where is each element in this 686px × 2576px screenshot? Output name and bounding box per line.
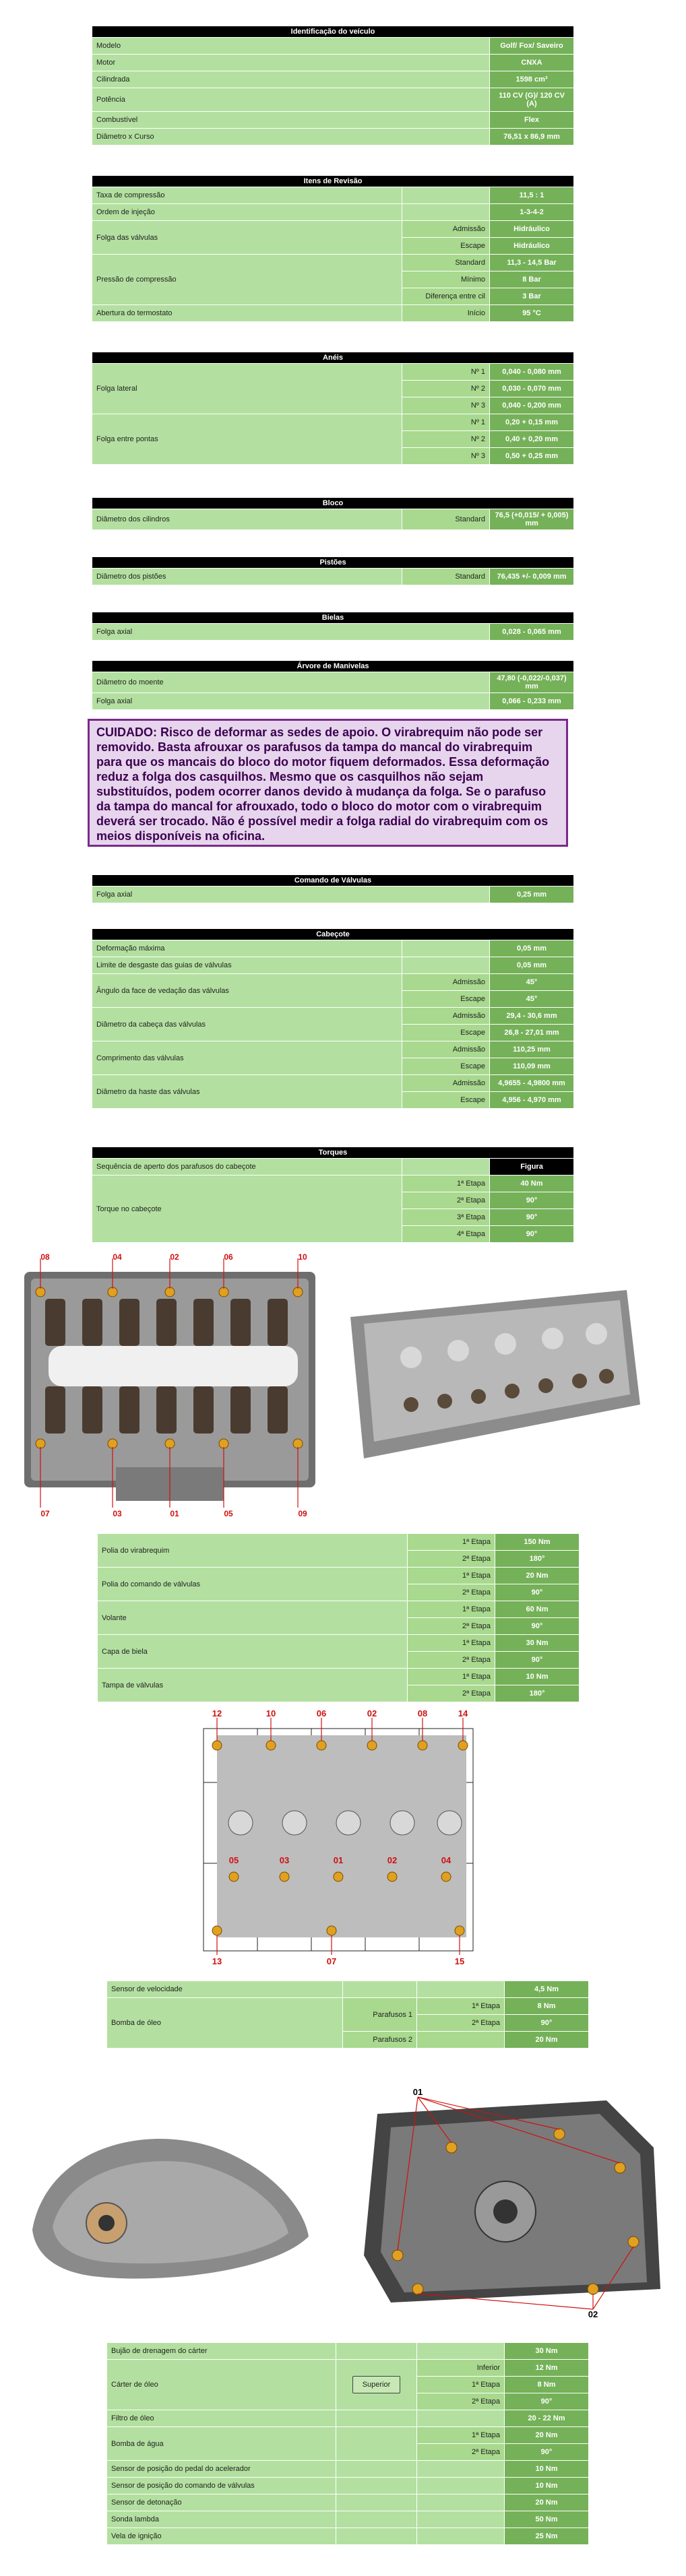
bolt-label: 06 — [224, 1252, 233, 1262]
bolt-label: 01 — [412, 2087, 423, 2097]
cabecote-table — [92, 928, 574, 1109]
row-label: Combustível — [92, 112, 490, 129]
row-sub: Nº 3 — [402, 397, 490, 414]
row-value: 76,5 (+0,015/ + 0,005) mm — [490, 509, 574, 530]
bolt-label: 15 — [454, 1956, 465, 1966]
row-value: Hidráulico — [490, 221, 574, 238]
row-value: 30 Nm — [495, 1635, 580, 1652]
row-sub: 1ª Etapa — [408, 1669, 495, 1685]
row-value: 10 Nm — [505, 2478, 589, 2494]
row-label: Cilindrada — [92, 71, 490, 88]
row-sub: Início — [402, 305, 490, 322]
row-value: 90° — [490, 1209, 574, 1226]
row-label: Pressão de compressão — [92, 255, 402, 305]
bolt-label: 02 — [367, 1708, 377, 1718]
row-sub: Escape — [402, 1058, 490, 1075]
bolt-label: 13 — [212, 1956, 222, 1966]
superior-button[interactable]: Superior — [352, 2376, 401, 2393]
row-value: 0,05 mm — [490, 957, 574, 974]
row-value: 8 Nm — [505, 2377, 589, 2393]
row-value: 0,50 + 0,25 mm — [490, 448, 574, 465]
section-title: Bielas — [92, 612, 574, 624]
row-label: Sonda lambda — [107, 2511, 336, 2528]
row-value: 0,05 mm — [490, 940, 574, 957]
row-label: Tampa de válvulas — [98, 1669, 408, 1702]
warning-text: Risco de deformar as sedes de apoio. O virabrequim não pode ser removido. Basta afrouxar os parafusos da tampa do mancal do virabrequim para que os mancais do bloco do motor fiquem deformados. Essa deformação reduz a folga dos casquilhos. Mesmo que os casquilhos não sejam substituídos, podem ocorrer danos devido à mudança da folga. Se o parafuso da tampa do mancal for afrouxado, todo o bloco do motor com o virabrequim deverá ser trocado. Não é possível medir a folga radial do virabrequim com os meios disponíveis na oficina. — [96, 726, 550, 843]
row-label: Diâmetro dos cilindros — [92, 509, 402, 530]
row-sub: 2ª Etapa — [417, 2444, 505, 2461]
row-label: Folga axial — [92, 887, 490, 903]
row-value: 90° — [490, 1192, 574, 1209]
row-value: 90° — [495, 1652, 580, 1669]
warning-box — [88, 719, 568, 847]
bielas-table — [92, 612, 574, 641]
row-value: 76,435 +/- 0,009 mm — [490, 569, 574, 585]
bolt-label: 14 — [458, 1708, 468, 1718]
row-value: 4,5 Nm — [505, 1981, 589, 1998]
row-value: 150 Nm — [495, 1534, 580, 1551]
row-sub: Inferior — [417, 2360, 505, 2377]
row-value: 11,5 : 1 — [490, 187, 574, 204]
row-label: Bomba de água — [107, 2427, 336, 2461]
row-sub: 1ª Etapa — [417, 1998, 505, 2015]
row-sub: Escape — [402, 238, 490, 255]
bolt-label: 07 — [326, 1956, 337, 1966]
row-sub: Nº 1 — [402, 364, 490, 381]
row-label: Capa de biela — [98, 1635, 408, 1669]
row-label: Folga lateral — [92, 364, 402, 414]
bolt-label: 12 — [212, 1708, 222, 1718]
row-label: Taxa de compressão — [92, 187, 402, 204]
row-sub: 4ª Etapa — [402, 1226, 490, 1243]
row-sub: Admissão — [402, 1041, 490, 1058]
row-label: Polia do virabrequim — [98, 1534, 408, 1568]
row-value: 90° — [495, 1584, 580, 1601]
row-value: Hidráulico — [490, 238, 574, 255]
row-label: Folga axial — [92, 624, 490, 641]
torques3-table — [106, 1981, 589, 2049]
bolt-label: 06 — [316, 1708, 327, 1718]
row-sub: 1ª Etapa — [408, 1568, 495, 1584]
section-title: Árvore de Manivelas — [92, 661, 574, 672]
bolt-label: 02 — [387, 1855, 398, 1865]
warning-prefix: CUIDADO: — [96, 726, 157, 739]
row-sub: Parafusos 2 — [343, 2032, 417, 2049]
row-label: Diâmetro do moente — [92, 672, 490, 693]
row-value: 90° — [495, 1618, 580, 1635]
row-label: Diâmetro da cabeça das válvulas — [92, 1008, 402, 1041]
arvore-table — [92, 660, 574, 710]
bolt-label: 08 — [417, 1708, 428, 1718]
row-label: Polia do comando de válvulas — [98, 1568, 408, 1601]
row-value: Golf/ Fox/ Saveiro — [490, 38, 574, 55]
bolt-label: 08 — [40, 1252, 50, 1262]
torques-table — [92, 1147, 574, 1243]
row-sub: 1ª Etapa — [408, 1601, 495, 1618]
bolt-label: 02 — [170, 1252, 179, 1262]
row-value: 3 Bar — [490, 288, 574, 305]
row-value: 110,25 mm — [490, 1041, 574, 1058]
row-sub: Nº 2 — [402, 381, 490, 397]
section-title: Comando de Válvulas — [92, 875, 574, 887]
row-label: Ordem de injeção — [92, 204, 402, 221]
bolt-label: 03 — [113, 1509, 122, 1518]
row-value: 0,066 - 0,233 mm — [490, 693, 574, 710]
row-sub: Parafusos 1 — [343, 1998, 417, 2032]
row-sub: 1ª Etapa — [417, 2377, 505, 2393]
bolt-label: 07 — [40, 1509, 50, 1518]
row-label: Bomba de óleo — [107, 1998, 343, 2049]
row-value: 40 Nm — [490, 1176, 574, 1192]
row-value: 0,40 + 0,20 mm — [490, 431, 574, 448]
row-label: Sequência de aperto dos parafusos do cabeçote — [92, 1159, 402, 1176]
row-sub: Mínimo — [402, 271, 490, 288]
row-value: 20 Nm — [505, 2032, 589, 2049]
bolt-label: 10 — [266, 1708, 276, 1718]
row-sub: 2ª Etapa — [408, 1618, 495, 1635]
row-sub: 2ª Etapa — [408, 1551, 495, 1568]
row-sub: Standard — [402, 255, 490, 271]
row-value: 0,030 - 0,070 mm — [490, 381, 574, 397]
section-title: Anéis — [92, 352, 574, 364]
comando-table — [92, 874, 574, 903]
row-label: Diâmetro da haste das válvulas — [92, 1075, 402, 1109]
row-label: Folga axial — [92, 693, 490, 710]
row-label: Torque no cabeçote — [92, 1176, 402, 1243]
bolt-label: 04 — [441, 1855, 451, 1865]
torques4-table — [106, 2342, 589, 2545]
bolt-label: 03 — [279, 1855, 290, 1865]
row-sub: 2ª Etapa — [408, 1685, 495, 1702]
row-value: 50 Nm — [505, 2511, 589, 2528]
row-label: Potência — [92, 88, 490, 112]
row-value: CNXA — [490, 55, 574, 71]
row-sub: Standard — [402, 569, 490, 585]
bolt-label: 10 — [298, 1252, 307, 1262]
row-value: 180° — [495, 1551, 580, 1568]
row-sub: Admissão — [402, 1075, 490, 1092]
row-sub: Escape — [402, 1092, 490, 1109]
row-value: 180° — [495, 1685, 580, 1702]
bolt-label: 02 — [588, 2309, 598, 2319]
row-value: 10 Nm — [505, 2461, 589, 2478]
row-label: Abertura do termostato — [92, 305, 402, 322]
row-label: Vela de ignição — [107, 2528, 336, 2545]
cylinder-head-diagram — [15, 1252, 326, 1520]
row-value: 76,51 x 86,9 mm — [490, 129, 574, 146]
row-label: Folga das válvulas — [92, 221, 402, 255]
row-sub: Admissão — [402, 221, 490, 238]
row-label: Cárter de óleo — [107, 2360, 336, 2410]
row-value: 20 Nm — [505, 2427, 589, 2444]
row-sub: 2ª Etapa — [408, 1652, 495, 1669]
row-sub: 3ª Etapa — [402, 1209, 490, 1226]
vehicle-table — [92, 26, 574, 146]
bolt-label: 05 — [228, 1855, 239, 1865]
row-value: 60 Nm — [495, 1601, 580, 1618]
row-value: 0,20 + 0,15 mm — [490, 414, 574, 431]
row-sub: 2ª Etapa — [417, 2393, 505, 2410]
row-value: 30 Nm — [505, 2343, 589, 2360]
row-value: 20 - 22 Nm — [505, 2410, 589, 2427]
section-title: Itens de Revisão — [92, 176, 574, 187]
row-value: 90° — [505, 2393, 589, 2410]
row-sub: 2ª Etapa — [402, 1192, 490, 1209]
row-value: 45° — [490, 991, 574, 1008]
pistoes-table — [92, 556, 574, 585]
row-label: Limite de desgaste das guias de válvulas — [92, 957, 402, 974]
row-value: 1598 cm³ — [490, 71, 574, 88]
row-value: 110 CV (G)/ 120 CV (A) — [490, 88, 574, 112]
row-value: 10 Nm — [495, 1669, 580, 1685]
row-sub: Admissão — [402, 974, 490, 991]
engine-block-diagram — [177, 1708, 503, 1968]
row-label: Bujão de drenagem do cárter — [107, 2343, 336, 2360]
row-sub: Diferença entre cil — [402, 288, 490, 305]
row-value: 8 Nm — [505, 1998, 589, 2015]
row-sub: 2ª Etapa — [408, 1584, 495, 1601]
row-label: Sensor de posição do comando de válvulas — [107, 2478, 336, 2494]
row-value: 8 Bar — [490, 271, 574, 288]
row-value: 110,09 mm — [490, 1058, 574, 1075]
row-value: 45° — [490, 974, 574, 991]
row-label: Motor — [92, 55, 490, 71]
bolt-label: 01 — [170, 1509, 179, 1518]
row-sub: 1ª Etapa — [408, 1534, 495, 1551]
row-label: Sensor de posição do pedal do acelerador — [107, 2461, 336, 2478]
row-sub: Escape — [402, 1025, 490, 1041]
section-title: Torques — [92, 1147, 574, 1159]
row-value: 90° — [505, 2015, 589, 2032]
row-value: 0,25 mm — [490, 887, 574, 903]
row-label: Comprimento das válvulas — [92, 1041, 402, 1075]
row-sub: Standard — [402, 509, 490, 530]
row-label: Filtro de óleo — [107, 2410, 336, 2427]
section-title: Bloco — [92, 498, 574, 509]
row-value: 26,8 - 27,01 mm — [490, 1025, 574, 1041]
row-sub: 1ª Etapa — [408, 1635, 495, 1652]
row-sub: 2ª Etapa — [417, 2015, 505, 2032]
row-value: 47,80 (-0,022/-0,037) mm — [490, 672, 574, 693]
revision-table — [92, 175, 574, 322]
row-label: Sensor de velocidade — [107, 1981, 343, 1998]
row-label: Ângulo da face de vedação das válvulas — [92, 974, 402, 1008]
section-title: Identificação do veículo — [92, 26, 574, 38]
row-value: 0,040 - 0,080 mm — [490, 364, 574, 381]
row-sub: Nº 1 — [402, 414, 490, 431]
row-value: 4,956 - 4,970 mm — [490, 1092, 574, 1109]
row-value: 25 Nm — [505, 2528, 589, 2545]
section-title: Cabeçote — [92, 929, 574, 940]
row-sub: Nº 2 — [402, 431, 490, 448]
row-label: Modelo — [92, 38, 490, 55]
row-value: 0,040 - 0,200 mm — [490, 397, 574, 414]
row-value: 90° — [490, 1226, 574, 1243]
row-sub: 1ª Etapa — [402, 1176, 490, 1192]
figure-link[interactable]: Figura — [490, 1159, 574, 1176]
row-sub: 1ª Etapa — [417, 2427, 505, 2444]
row-label: Volante — [98, 1601, 408, 1635]
row-sub: Admissão — [402, 1008, 490, 1025]
section-title: Pistões — [92, 557, 574, 569]
bolt-label: 01 — [333, 1855, 344, 1865]
bolt-label: 05 — [224, 1509, 233, 1518]
row-value: 0,028 - 0,065 mm — [490, 624, 574, 641]
row-label: Deformação máxima — [92, 940, 402, 957]
row-value: 20 Nm — [495, 1568, 580, 1584]
row-value: 29,4 - 30,6 mm — [490, 1008, 574, 1025]
row-value: 90° — [505, 2444, 589, 2461]
row-label: Sensor de detonação — [107, 2494, 336, 2511]
torques2-table — [97, 1533, 580, 1702]
row-value: 4,9655 - 4,9800 mm — [490, 1075, 574, 1092]
aneis-table — [92, 352, 574, 465]
row-value: 20 Nm — [505, 2494, 589, 2511]
bolt-label: 04 — [113, 1252, 122, 1262]
row-value: Flex — [490, 112, 574, 129]
row-sub: Nº 3 — [402, 448, 490, 465]
oil-pump-photo — [19, 2115, 322, 2290]
row-label: Folga entre pontas — [92, 414, 402, 465]
row-label: Diâmetro dos pistões — [92, 569, 402, 585]
row-value: 11,3 - 14,5 Bar — [490, 255, 574, 271]
row-value: 1-3-4-2 — [490, 204, 574, 221]
row-value: 95 °C — [490, 305, 574, 322]
cylinder-head-photo — [337, 1277, 647, 1472]
row-label: Diâmetro x Curso — [92, 129, 490, 146]
bolt-label: 09 — [298, 1509, 307, 1518]
row-value: 12 Nm — [505, 2360, 589, 2377]
bloco-table — [92, 497, 574, 530]
oil-pump-diagram — [337, 2087, 677, 2319]
row-sub: Escape — [402, 991, 490, 1008]
